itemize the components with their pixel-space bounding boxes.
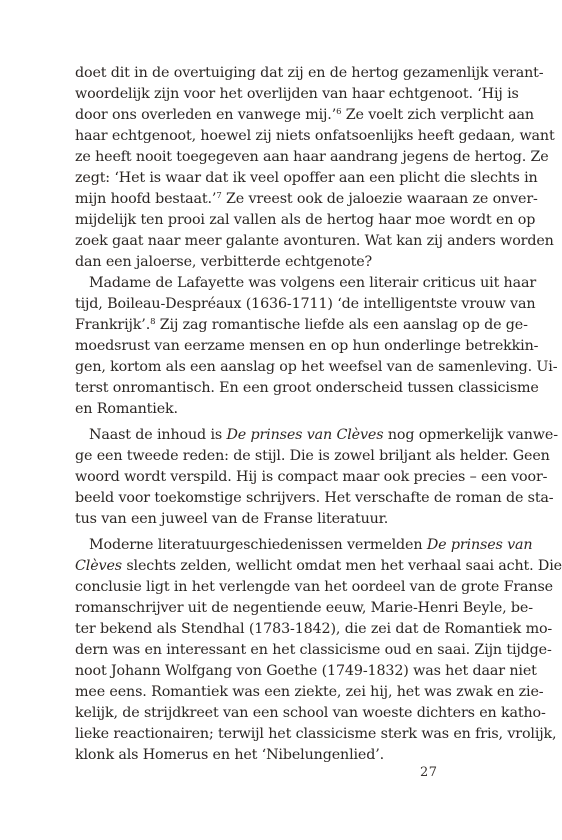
text-segment: beeld voor toekomstige schrijvers. Het verschafte de roman de sta-: [75, 490, 554, 506]
text-segment: dern was en interessant en het classicisme oud en saai. Zijn tijdge-: [75, 642, 552, 658]
text-segment: mee eens. Romantiek was een ziekte, zei hij, het was zwak en zie-: [75, 684, 544, 700]
text-segment: Ze vreest ook de jaloezie waaraan ze onver-: [221, 191, 538, 207]
text-line: [75, 556, 562, 577]
text-segment: door ons overleden en vanwege mij.’: [75, 107, 337, 123]
text-segment: en Romantiek.: [75, 401, 178, 417]
text-line: [75, 745, 460, 766]
text-segment: mijdelijk ten prooi zal vallen als de hertog haar moe wordt en op: [75, 212, 536, 228]
text-segment: klonk als Homerus en het ‘Nibelungenlied’.: [75, 747, 385, 763]
text-line: [75, 577, 553, 598]
text-segment: ze heeft nooit toegegeven aan haar aandrang jegens de hertog. Ze: [75, 149, 549, 165]
text-segment: gen, kortom als een aanslag op het weefsel van de samenleving. Ui-: [75, 359, 558, 375]
text-segment: zegt: ‘Het is waar dat ik veel opoffer aan een plicht die slechts in: [75, 170, 538, 186]
text-line: [75, 509, 460, 530]
page-number: 27: [420, 765, 438, 780]
text-line: [75, 640, 552, 661]
text-segment: slechts zelden, wellicht omdat men het verhaal saai acht. Die: [121, 558, 562, 574]
text-segment: haar echtgenoot, hoewel zij niets onfatsoenlijks heeft gedaan, want: [75, 128, 555, 144]
text-segment: Ze voelt zich verplicht aan: [341, 107, 534, 123]
text-segment: Moderne literatuurgeschiedenissen vermelden: [89, 537, 427, 553]
italic-title: De prinses van: [426, 537, 533, 553]
text-line: [75, 294, 536, 315]
text-line: [75, 315, 528, 336]
text-segment: kelijk, de strijdkreet van een school van woeste dichters en katho-: [75, 705, 546, 721]
footnote-marker[interactable]: 8: [150, 317, 156, 327]
text-segment: Frankrijk’.: [75, 317, 151, 333]
text-segment: dan een jaloerse, verbitterde echtgenote?: [75, 254, 373, 270]
text-line: [75, 703, 546, 724]
body-text: [75, 63, 562, 766]
text-line: [75, 210, 536, 231]
text-line: [75, 399, 460, 420]
text-line: [75, 619, 553, 640]
text-line: [75, 682, 544, 703]
text-segment: mijn hoofd bestaat.’: [75, 191, 217, 207]
text-segment: doet dit in de overtuiging dat zij en de hertog gezamenlijk verant-: [75, 65, 544, 81]
text-segment: terst onromantisch. En een groot onderscheid tussen classicisme: [75, 380, 539, 396]
text-line: [75, 273, 537, 294]
text-line: [75, 147, 549, 168]
text-segment: conclusie ligt in het verlengde van het oordeel van de grote Franse: [75, 579, 553, 595]
text-segment: noot Johann Wolfgang von Goethe (1749-1832) was het daar niet: [75, 663, 537, 679]
text-line: [75, 661, 537, 682]
text-segment: tus van een juweel van de Franse literatuur.: [75, 511, 389, 527]
text-segment: zoek gaat naar meer galante avonturen. Wat kan zij anders worden: [75, 233, 554, 249]
text-line: [75, 467, 548, 488]
text-line: [75, 425, 558, 446]
text-line: [75, 378, 539, 399]
text-line: [75, 488, 554, 509]
text-line: [75, 84, 519, 105]
text-line: [75, 724, 557, 745]
text-line: [75, 231, 554, 252]
text-segment: Zij zag romantische liefde als een aanslag op de ge-: [155, 317, 528, 333]
text-segment: ter bekend als Stendhal (1783-1842), die zei dat de Romantiek mo-: [75, 621, 553, 637]
text-segment: Madame de Lafayette was volgens een literair criticus uit haar: [89, 275, 537, 291]
text-segment: ge een tweede reden: de stijl. Die is zowel briljant als helder. Geen: [75, 448, 550, 464]
text-line: [75, 126, 555, 147]
text-segment: woord wordt verspild. Hij is compact maar ook precies – een voor-: [75, 469, 548, 485]
italic-title: Clèves: [75, 558, 122, 574]
italic-title: De prinses van Clèves: [226, 427, 384, 443]
text-line: [75, 105, 534, 126]
text-segment: woordelijk zijn voor het overlijden van haar echtgenoot. ‘Hij is: [75, 86, 519, 102]
text-segment: lieke reactionairen; terwijl het classicisme sterk was en fris, vrolijk,: [75, 726, 557, 742]
text-line: [75, 598, 533, 619]
footnote-marker[interactable]: 7: [216, 191, 222, 201]
text-line: [75, 189, 538, 210]
text-segment: nog opmerkelijk vanwe-: [383, 427, 558, 443]
text-segment: Naast de inhoud is: [89, 427, 227, 443]
text-segment: tijd, Boileau-Despréaux (1636-1711) ‘de intelligentste vrouw van: [75, 296, 536, 312]
footnote-marker[interactable]: 6: [336, 107, 342, 117]
text-segment: moedsrust van eerzame mensen en op hun onderlinge betrekkin-: [75, 338, 539, 354]
text-line: [75, 535, 533, 556]
text-segment: romanschrijver uit de negentiende eeuw, Marie-Henri Beyle, be-: [75, 600, 533, 616]
text-line: [75, 357, 558, 378]
text-line: [75, 446, 550, 467]
text-line: [75, 336, 539, 357]
text-line: [75, 168, 538, 189]
text-line: [75, 63, 544, 84]
text-line: [75, 252, 460, 273]
